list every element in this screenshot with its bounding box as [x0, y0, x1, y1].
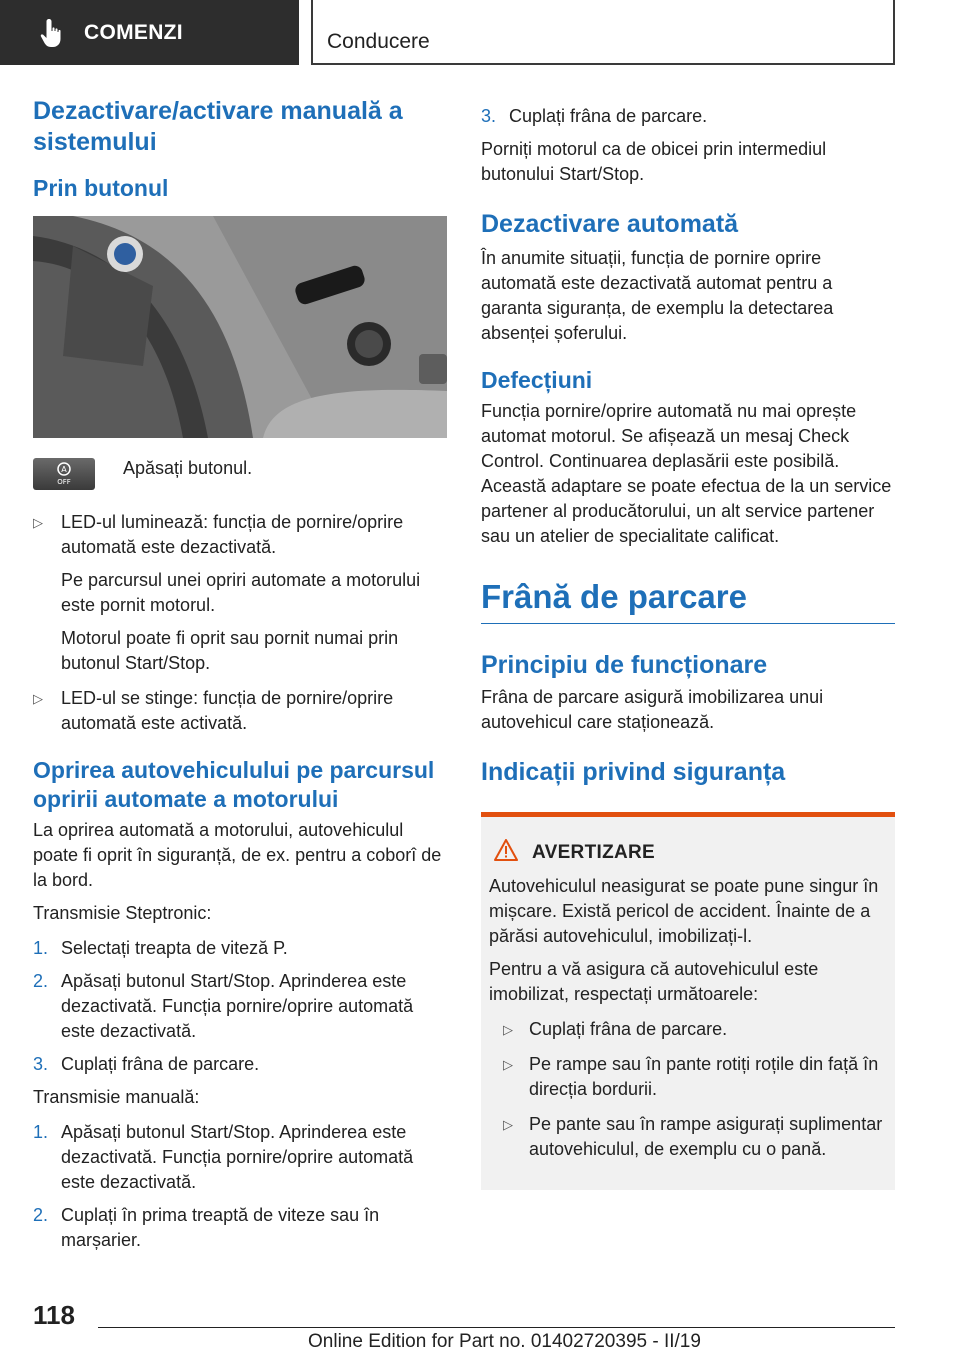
auto-text: În anumite situații, funcția de pornire oprire automată este dezactivată automat pentru a garanta siguranța, de exemplu la detectarea absenței șoferului.	[481, 248, 834, 343]
triangle-bullet-icon: ▷	[503, 1117, 513, 1132]
press-button-text: Apăsați butonul.	[123, 458, 253, 478]
heading-principle: Principiu de funcționare	[481, 651, 768, 679]
warning-p2: Pentru a vă asigura că autovehiculul este imobilizat, respectați următoarele:	[489, 959, 819, 1004]
principle-text: Frâna de parcare asigură imobilizarea unui autovehicul care staționează.	[481, 687, 824, 732]
manual-steps	[33, 1120, 447, 1253]
heading-manual-deactivation: Dezactivare/activare manuală a sistemului	[33, 97, 403, 156]
footer-divider	[98, 1327, 895, 1328]
steptronic-steps	[33, 936, 447, 1077]
warning-box	[481, 812, 895, 1190]
list-item: 2. Cuplați în prima treaptă de viteze sau în marșarier.	[33, 1205, 380, 1250]
start-stop-off-button-icon	[33, 458, 95, 490]
parking-brake-heading-block	[481, 577, 895, 624]
heading-auto-deactivation: Dezactivare automată	[481, 210, 739, 238]
continued-step	[481, 104, 895, 129]
heading-stopping-vehicle: Oprirea autovehiculului pe parcursul opririi automate a motorului	[33, 757, 435, 812]
warning-title: AVERTIZARE	[532, 841, 655, 863]
left-column	[33, 96, 447, 1261]
heading-by-button: Prin butonul	[33, 175, 169, 201]
steering-wheel-photo	[33, 216, 447, 438]
section-label: COMENZI	[84, 20, 183, 44]
steptronic-label: Transmisie Steptronic:	[33, 903, 212, 923]
list-item: 3. Cuplați frâna de parcare.	[33, 1054, 260, 1074]
warning-header	[494, 839, 887, 866]
list-item: ▷ LED-ul luminează: funcția de pornire/oprire automată este dezactivată. Pe parcursul unei opriri automate a motorului este pornit motorul. Motorul poate fi oprit sau pornit numai prin butonul Start/Stop.	[33, 512, 421, 673]
list-item: ▷ Cuplați frâna de parcare.	[489, 1017, 887, 1042]
triangle-bullet-icon: ▷	[503, 1022, 513, 1037]
stop-intro: La oprirea automată a motorului, autovehiculul poate fi oprit în siguranță, de ex. pentru a coborî de la bord.	[33, 820, 442, 890]
list-item: 1. Apăsați butonul Start/Stop. Aprinderea este dezactivată. Funcția pornire/oprire automată este dezactivată.	[33, 1122, 414, 1192]
restart-text: Porniți motorul ca de obicei prin intermediul butonului Start/Stop.	[481, 139, 827, 184]
button-off-label: OFF	[57, 478, 71, 486]
chapter-label: Conducere	[327, 30, 430, 53]
svg-text:A: A	[61, 465, 67, 474]
heading-parking-brake: Frână de parcare	[481, 578, 747, 615]
section-tab[interactable]	[0, 0, 299, 65]
button-instruction	[33, 456, 447, 490]
heading-defects: Defecțiuni	[481, 367, 593, 393]
list-item: 3. Cuplați frâna de parcare.	[481, 106, 708, 126]
page-number: 118	[33, 1300, 75, 1330]
warning-list	[489, 1017, 887, 1162]
list-item: ▷ Pe pante sau în rampe asigurați suplimentar autovehiculul, de exemplu cu o pană.	[503, 1114, 883, 1159]
triangle-bullet-icon: ▷	[33, 515, 43, 530]
edition-text: Online Edition for Part no. 01402720395 - II/19	[308, 1331, 701, 1352]
list-item: ▷ Pe rampe sau în pante rotiți roțile din față în direcția bordurii.	[503, 1054, 879, 1099]
hand-pointer-icon	[36, 16, 70, 50]
warning-p1: Autovehiculul neasigurat se poate pune singur în mișcare. Există pericol de accident. Înainte de a părăsi autovehiculul, imobilizați-l.	[489, 876, 879, 946]
list-item: ▷ LED-ul se stinge: funcția de pornire/oprire automată este activată.	[33, 688, 394, 733]
heading-safety: Indicații privind siguranța	[481, 758, 786, 786]
led-bullets	[33, 510, 447, 736]
right-column	[481, 104, 895, 1190]
warning-triangle-icon	[494, 839, 518, 866]
defects-text: Funcția pornire/oprire automată nu mai oprește automat motorul. Se afișează un mesaj Check Control. Continuarea deplasării este posibilă. Această adaptare se poate efectua de la un service partener al producătorului, un alt service partener sau un atelier de specialitate calificat.	[481, 401, 892, 546]
manual-label: Transmisie manuală:	[33, 1087, 200, 1107]
triangle-bullet-icon: ▷	[503, 1057, 513, 1072]
list-item: 1. Selectați treapta de viteză P.	[33, 938, 288, 958]
triangle-bullet-icon: ▷	[33, 691, 43, 706]
list-item: 2. Apăsați butonul Start/Stop. Aprinderea este dezactivată. Funcția pornire/oprire automată este dezactivată.	[33, 971, 414, 1041]
chapter-tab[interactable]	[311, 0, 895, 65]
